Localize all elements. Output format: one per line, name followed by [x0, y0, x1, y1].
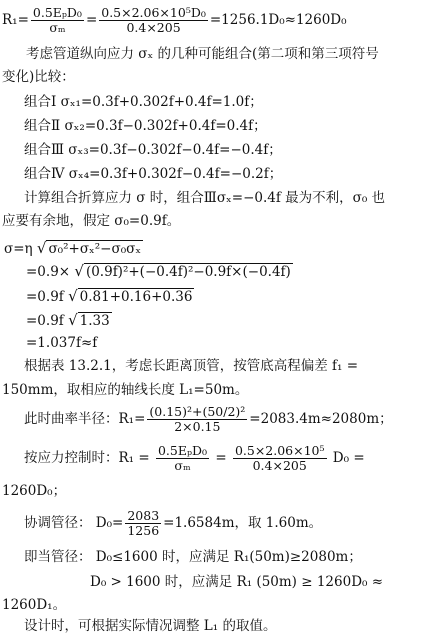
paragraph-line: 即当管径： D₀≤1600 时，应满足 R₁(50m)≥2080m； [24, 549, 362, 565]
paragraph-line: 变化)比较： [2, 69, 75, 85]
curvature-line: 此时曲率半径：R₁= $\frac{\text{(0.15)²+(50/2)²}}{2\times 0.15}$ =2083.4m≈2080m； [24, 404, 393, 434]
paragraph-line: D₀ > 1600 时，应满足 R₁ (50m) ≥ 1260D₀ ≈ [90, 574, 384, 590]
fraction-curvature: $\frac{\text{(0.15)²+(50/2)²}}{2\times 0.15}$ [149, 404, 246, 434]
paragraph-line: 根据表 13.2.1，考虑长距离顶管，按管底高程偏差 f₁ = [24, 358, 359, 374]
pipe-diameter-line: 协调管径： D₀= $\frac{2083}{1256}$ =1.6584m，取 1.60m。 [24, 508, 323, 538]
sigma-eq-4: =0.9f √ 1.33 [26, 311, 110, 329]
combo-line: 组合Ⅲ σₓ₃=0.3f−0.302f−0.4f=−0.4f； [24, 142, 282, 158]
formula-r1-line: R₁= $\frac{\text{0.5EₚD₀}}{\text{σₘ}}$ = $\frac{\text{0.5×2.06×10⁵D₀}}{0.4\times 205}$ =1256.1D₀≈1260D₀ [2, 5, 347, 35]
paragraph-line: 考虑管道纵向应力 σₓ 的几种可能组合(第二项和第三项符号 [26, 46, 379, 62]
paragraph-line: 设计时，可根据实际情况调整 L₁ 的取值。 [24, 618, 277, 634]
sigma-eq-2: =0.9× √ (0.9f)²+(−0.4f)²−0.9f×(−0.4f) [26, 262, 291, 280]
paragraph-line: 150mm，取相应的轴线长度 L₁=50m。 [2, 382, 249, 398]
paragraph-line: 应要有余地，假定 σ₀=0.9f。 [2, 213, 181, 229]
paragraph-line: 1260D₁。 [2, 597, 67, 613]
fraction-1: $\frac{\text{0.5EₚD₀}}{\text{σₘ}}$ [32, 5, 82, 35]
sigma-eq-1: σ=η √ σ₀²+σₓ²−σ₀σₓ [4, 239, 142, 257]
combo-line: 组合Ⅳ σₓ₄=0.3f+0.302f−0.4f=−0.2f； [24, 166, 283, 182]
fraction-5: $\frac{2083}{1256}$ [127, 508, 160, 538]
combo-line: 组合Ⅰ σₓ₁=0.3f+0.302f+0.4f=1.0f； [24, 94, 263, 110]
stress-control-line: 按应力控制时：R₁ = $\frac{\text{0.5EₚD₀}}{\text{σₘ}}$ = $\frac{\text{0.5×2.06×10⁵}}{0.4\times 205}$ D₀ = [24, 443, 365, 473]
sigma-eq-3: =0.9f √ 0.81+0.16+0.36 [26, 287, 193, 305]
paragraph-line: 计算组合折算应力 σ 时，组合Ⅲσₓ=−0.4f 最为不利，σ₀ 也 [24, 190, 386, 206]
fraction-2: $\frac{\text{0.5×2.06×10⁵D₀}}{0.4\times 205}$ [101, 5, 206, 35]
paragraph-line: 1260D₀； [2, 483, 67, 499]
fraction-4: $\frac{\text{0.5×2.06×10⁵}}{0.4\times 205}$ [234, 443, 325, 473]
sigma-eq-5: =1.037f≈f [26, 335, 98, 351]
fraction-3: $\frac{\text{0.5EₚD₀}}{\text{σₘ}}$ [157, 443, 208, 473]
combo-line: 组合Ⅱ σₓ₂=0.3f−0.302f+0.4f=0.4f； [24, 118, 267, 134]
